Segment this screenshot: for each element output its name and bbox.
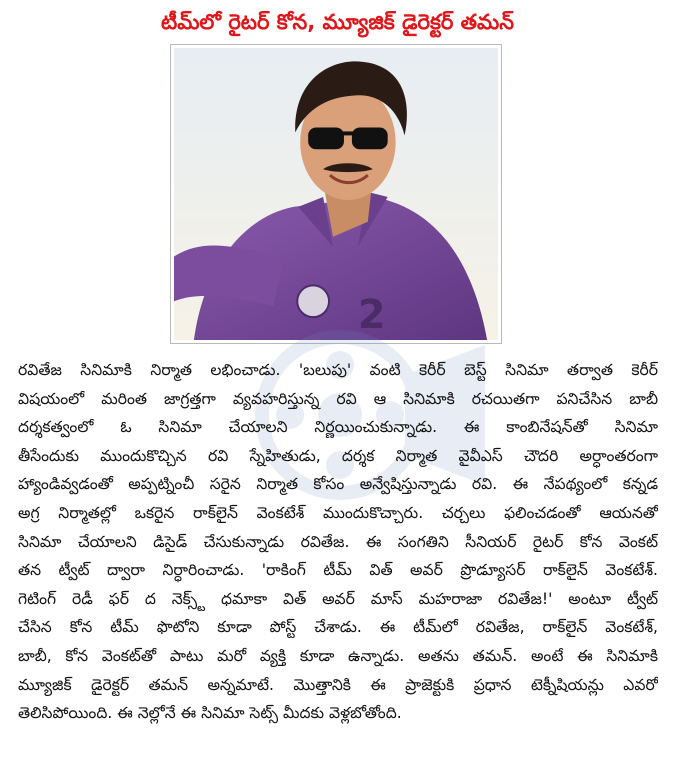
- article-body: [18, 356, 658, 728]
- svg-text:2: 2: [357, 292, 386, 339]
- article-line: బాబీ, కోన వెంకట్‌తో పాటు మరో వ్యక్తి కూడా ఉన్నాడు. అతను తమన్. అంటే ఈ సినిమాకి: [18, 646, 658, 665]
- article-line: రవితేజ సినిమాకి నిర్మాత లభించాడు. 'బలుపు' వంటి కెరీర్ బెస్ట్ సినిమా తర్వాత కెరీర్: [18, 361, 658, 379]
- article-line: మ్యూజిక్ డైరెక్టర్ తమన్ అన్నమాటే. మొత్తానికి ఈ ప్రాజెక్టుకి ప్రధాన టెక్నీషియన్లు ఎవరో: [18, 675, 658, 694]
- person-photo-illustration: [174, 48, 498, 340]
- article-line: హ్యాండివ్వడంతో అప్పట్నించీ సరైన నిర్మాత కోసం అన్వేషిస్తున్నాడు రవి. ఈ నేపథ్యంలో కన్నడ: [18, 475, 658, 494]
- article-line: దర్శకత్వంలో ఓ సినిమా చేయాలని నిర్ణయించుకున్నాడు. ఈ కాంబినేషన్‌తో సినిమా: [18, 418, 658, 437]
- article-line: తన ట్వీట్ ద్వారా నిర్ధారించాడు. 'రాకింగ్ టీమ్ విత్ అవర్ ప్రొడ్యూసర్ రాక్‌లైన్ వెంకటేశ్.: [18, 561, 658, 580]
- article-photo: [170, 44, 502, 344]
- article-line: సినిమా చేయాలని డిసైడ్ చేసుకున్నాడు రవితేజ. ఈ సంగతిని సీనియర్ రైటర్ కోన వెంకట్: [18, 532, 658, 551]
- article-line: గెటింగ్ రెడీ ఫర్ ద నెక్స్ట్ ధమాకా విత్ అవర్ మాస్ మహరాజా రవితేజ!' అంటూ ట్వీట్: [18, 589, 658, 608]
- article-line: తెలిసిపోయింది. ఈ నెల్లోనే ఈ సినిమా సెట్స్ మీదకు వెళ్లబోతోంది.: [18, 704, 402, 723]
- article-line: తీసేందుకు ముందుకొచ్చిన రవి స్నేహితుడు, దర్శక నిర్మాత వైవీఎస్ చౌదరి అర్ధాంతరంగా: [18, 446, 658, 465]
- article-line: విషయంలో మరింత జాగ్రత్తగా వ్యవహరిస్తున్న రవి ఆ సినిమాకి రచయితగా పనిచేసిన బాబీ: [18, 389, 658, 408]
- article-line: అగ్ర నిర్మాతల్లో ఒకరైన రాక్‌లైన్ వెంకటేశ్ ముందుకొచ్చారు. చర్చలు ఫలించడంతో ఆయనతో: [18, 503, 658, 522]
- article-line: చేసిన కోన టీమ్ ఫొటోని కూడా పోస్ట్ చేశాడు. ఈ టీమ్‌లో రవితేజ, రాక్‌లైన్ వెంకటేశ్,: [18, 618, 658, 637]
- article-headline: టీమ్‌లో రైటర్ కోన, మ్యూజిక్ డైరెక్టర్ తమన్: [160, 10, 514, 34]
